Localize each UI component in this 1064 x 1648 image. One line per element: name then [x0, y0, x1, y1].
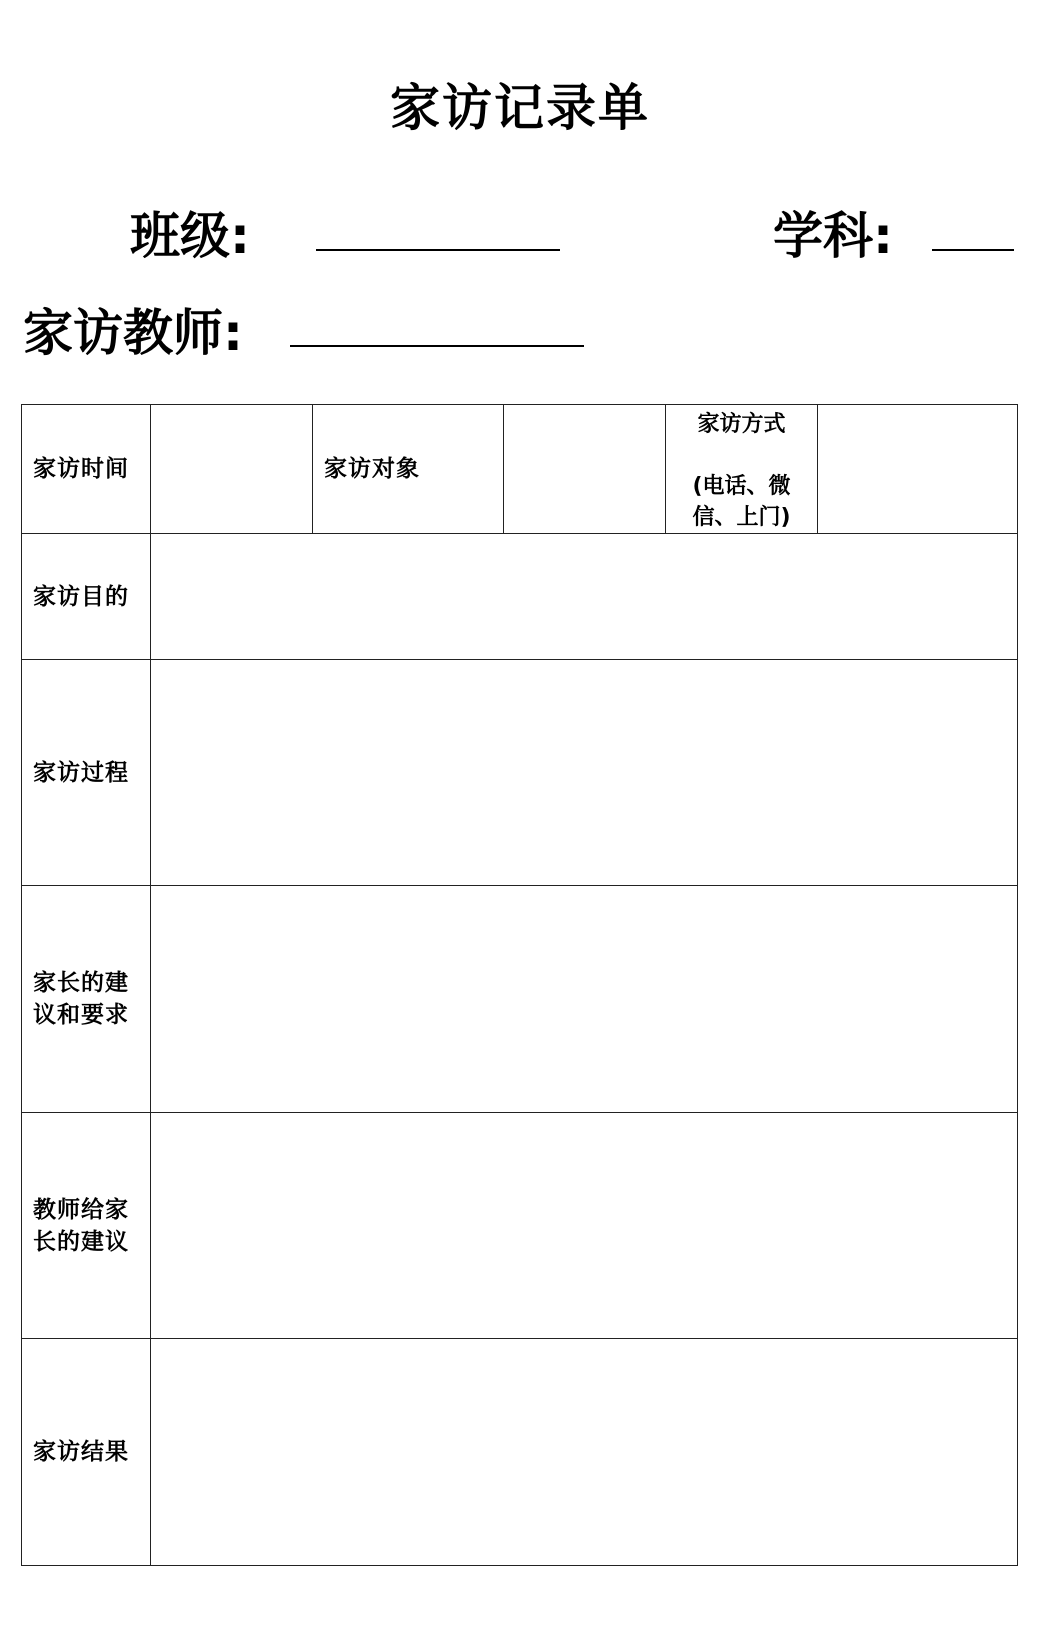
class-input-line[interactable]: [316, 249, 560, 251]
teacher-label: 家访教师:: [23, 304, 243, 362]
process-value[interactable]: [151, 660, 1018, 886]
visit-record-table: [21, 404, 1018, 1566]
table-row-process: [22, 660, 1018, 886]
result-value[interactable]: [151, 1339, 1018, 1566]
teacher-suggestions-value[interactable]: [151, 1113, 1018, 1339]
table-row-teacher-suggestions: [22, 1113, 1018, 1339]
visit-target-label: 家访对象: [313, 405, 504, 534]
table-row-purpose: [22, 534, 1018, 660]
visit-target-value[interactable]: [504, 405, 666, 534]
visit-time-label: 家访时间: [22, 405, 151, 534]
teacher-suggestions-label: 教师给家长的建议: [22, 1113, 151, 1339]
page-title: 家访记录单: [390, 79, 650, 137]
subject-label: 学科:: [773, 207, 893, 265]
visit-time-value[interactable]: [151, 405, 313, 534]
table-row-basic-info: [22, 405, 1018, 534]
parent-suggestions-value[interactable]: [151, 886, 1018, 1113]
process-label: 家访过程: [22, 660, 151, 886]
table-row-parent-suggestions: [22, 886, 1018, 1113]
teacher-input-line[interactable]: [290, 345, 584, 347]
visit-method-label: 家访方式 (电话、微信、上门): [666, 405, 818, 534]
visit-method-value[interactable]: [818, 405, 1018, 534]
result-label: 家访结果: [22, 1339, 151, 1566]
table-row-result: [22, 1339, 1018, 1566]
purpose-label: 家访目的: [22, 534, 151, 660]
subject-input-line[interactable]: [932, 249, 1014, 251]
parent-suggestions-label: 家长的建议和要求: [22, 886, 151, 1113]
class-label: 班级:: [130, 207, 250, 265]
purpose-value[interactable]: [151, 534, 1018, 660]
